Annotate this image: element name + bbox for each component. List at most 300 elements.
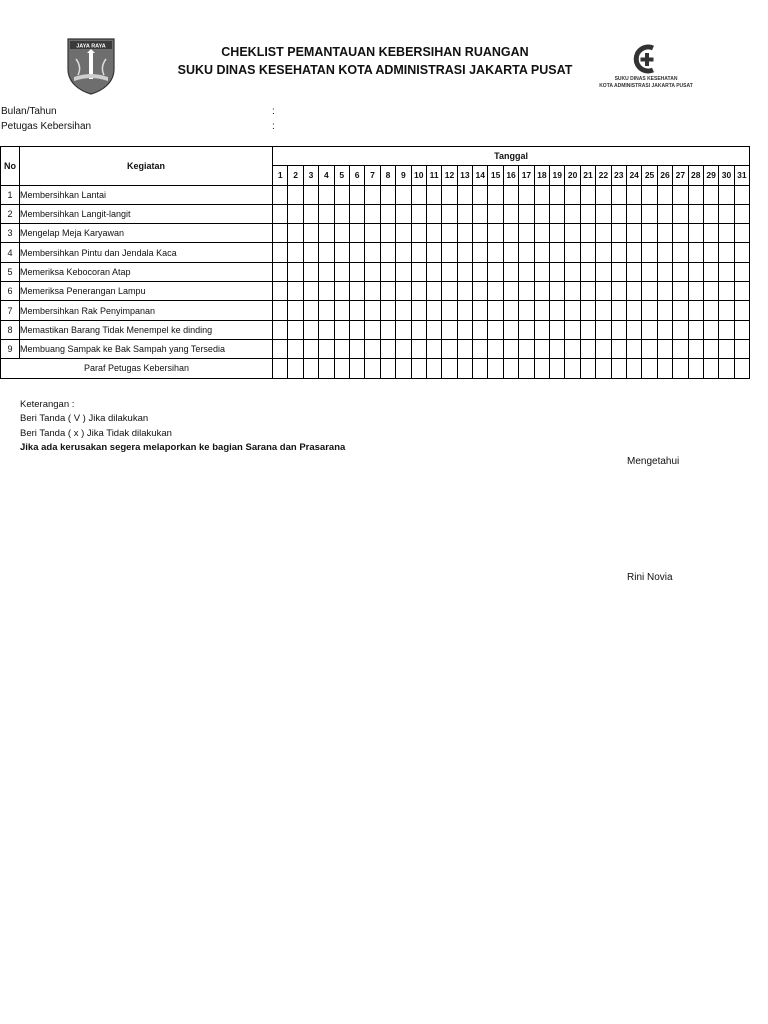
check-cell[interactable]	[319, 185, 334, 204]
check-cell[interactable]	[580, 262, 595, 281]
check-cell[interactable]	[273, 282, 288, 301]
check-cell[interactable]	[380, 243, 395, 262]
check-cell[interactable]	[442, 320, 457, 339]
check-cell[interactable]	[519, 204, 534, 223]
check-cell[interactable]	[380, 320, 395, 339]
check-cell[interactable]	[442, 339, 457, 358]
check-cell[interactable]	[457, 301, 472, 320]
check-cell[interactable]	[611, 224, 626, 243]
check-cell[interactable]	[596, 204, 611, 223]
check-cell[interactable]	[380, 282, 395, 301]
check-cell[interactable]	[626, 262, 641, 281]
check-cell[interactable]	[657, 224, 672, 243]
check-cell[interactable]	[565, 320, 580, 339]
check-cell[interactable]	[688, 301, 703, 320]
check-cell[interactable]	[442, 243, 457, 262]
signature-cell[interactable]	[642, 359, 657, 378]
check-cell[interactable]	[273, 301, 288, 320]
signature-cell[interactable]	[657, 359, 672, 378]
check-cell[interactable]	[426, 301, 441, 320]
check-cell[interactable]	[534, 185, 549, 204]
signature-cell[interactable]	[550, 359, 565, 378]
check-cell[interactable]	[396, 301, 411, 320]
check-cell[interactable]	[365, 262, 380, 281]
check-cell[interactable]	[457, 243, 472, 262]
check-cell[interactable]	[288, 243, 303, 262]
signature-cell[interactable]	[719, 359, 734, 378]
check-cell[interactable]	[319, 204, 334, 223]
check-cell[interactable]	[365, 224, 380, 243]
check-cell[interactable]	[503, 320, 518, 339]
check-cell[interactable]	[519, 339, 534, 358]
check-cell[interactable]	[657, 204, 672, 223]
check-cell[interactable]	[503, 243, 518, 262]
check-cell[interactable]	[396, 224, 411, 243]
check-cell[interactable]	[303, 204, 318, 223]
check-cell[interactable]	[411, 339, 426, 358]
check-cell[interactable]	[626, 301, 641, 320]
check-cell[interactable]	[426, 185, 441, 204]
check-cell[interactable]	[657, 243, 672, 262]
signature-cell[interactable]	[396, 359, 411, 378]
check-cell[interactable]	[457, 185, 472, 204]
check-cell[interactable]	[611, 204, 626, 223]
check-cell[interactable]	[380, 204, 395, 223]
check-cell[interactable]	[626, 204, 641, 223]
check-cell[interactable]	[703, 320, 718, 339]
signature-cell[interactable]	[596, 359, 611, 378]
check-cell[interactable]	[719, 185, 734, 204]
check-cell[interactable]	[473, 320, 488, 339]
check-cell[interactable]	[734, 339, 749, 358]
check-cell[interactable]	[534, 204, 549, 223]
check-cell[interactable]	[580, 204, 595, 223]
check-cell[interactable]	[349, 339, 364, 358]
check-cell[interactable]	[334, 185, 349, 204]
check-cell[interactable]	[473, 301, 488, 320]
check-cell[interactable]	[288, 282, 303, 301]
check-cell[interactable]	[334, 282, 349, 301]
signature-cell[interactable]	[488, 359, 503, 378]
check-cell[interactable]	[411, 204, 426, 223]
check-cell[interactable]	[411, 320, 426, 339]
signature-cell[interactable]	[349, 359, 364, 378]
check-cell[interactable]	[703, 185, 718, 204]
check-cell[interactable]	[550, 301, 565, 320]
check-cell[interactable]	[488, 301, 503, 320]
check-cell[interactable]	[319, 262, 334, 281]
check-cell[interactable]	[642, 224, 657, 243]
check-cell[interactable]	[657, 301, 672, 320]
check-cell[interactable]	[319, 224, 334, 243]
check-cell[interactable]	[703, 339, 718, 358]
check-cell[interactable]	[550, 224, 565, 243]
signature-cell[interactable]	[365, 359, 380, 378]
check-cell[interactable]	[688, 243, 703, 262]
signature-cell[interactable]	[442, 359, 457, 378]
check-cell[interactable]	[503, 282, 518, 301]
check-cell[interactable]	[580, 339, 595, 358]
check-cell[interactable]	[365, 243, 380, 262]
check-cell[interactable]	[534, 262, 549, 281]
check-cell[interactable]	[457, 204, 472, 223]
check-cell[interactable]	[288, 262, 303, 281]
check-cell[interactable]	[611, 243, 626, 262]
check-cell[interactable]	[673, 320, 688, 339]
check-cell[interactable]	[611, 320, 626, 339]
check-cell[interactable]	[673, 262, 688, 281]
signature-cell[interactable]	[503, 359, 518, 378]
check-cell[interactable]	[334, 204, 349, 223]
check-cell[interactable]	[288, 320, 303, 339]
signature-cell[interactable]	[519, 359, 534, 378]
check-cell[interactable]	[550, 320, 565, 339]
check-cell[interactable]	[719, 204, 734, 223]
check-cell[interactable]	[688, 204, 703, 223]
check-cell[interactable]	[703, 204, 718, 223]
check-cell[interactable]	[442, 301, 457, 320]
check-cell[interactable]	[565, 339, 580, 358]
check-cell[interactable]	[411, 301, 426, 320]
check-cell[interactable]	[626, 282, 641, 301]
signature-cell[interactable]	[288, 359, 303, 378]
check-cell[interactable]	[611, 301, 626, 320]
check-cell[interactable]	[273, 224, 288, 243]
check-cell[interactable]	[411, 282, 426, 301]
signature-cell[interactable]	[565, 359, 580, 378]
check-cell[interactable]	[565, 243, 580, 262]
check-cell[interactable]	[426, 243, 441, 262]
check-cell[interactable]	[380, 262, 395, 281]
signature-cell[interactable]	[426, 359, 441, 378]
check-cell[interactable]	[550, 185, 565, 204]
check-cell[interactable]	[380, 185, 395, 204]
check-cell[interactable]	[642, 282, 657, 301]
check-cell[interactable]	[703, 224, 718, 243]
check-cell[interactable]	[303, 185, 318, 204]
check-cell[interactable]	[442, 262, 457, 281]
check-cell[interactable]	[426, 204, 441, 223]
check-cell[interactable]	[703, 243, 718, 262]
check-cell[interactable]	[334, 320, 349, 339]
check-cell[interactable]	[519, 301, 534, 320]
check-cell[interactable]	[673, 185, 688, 204]
check-cell[interactable]	[519, 320, 534, 339]
check-cell[interactable]	[550, 243, 565, 262]
check-cell[interactable]	[596, 320, 611, 339]
check-cell[interactable]	[273, 320, 288, 339]
check-cell[interactable]	[703, 282, 718, 301]
check-cell[interactable]	[719, 243, 734, 262]
check-cell[interactable]	[396, 243, 411, 262]
check-cell[interactable]	[642, 243, 657, 262]
check-cell[interactable]	[688, 262, 703, 281]
check-cell[interactable]	[565, 224, 580, 243]
check-cell[interactable]	[365, 185, 380, 204]
check-cell[interactable]	[642, 262, 657, 281]
check-cell[interactable]	[550, 339, 565, 358]
check-cell[interactable]	[503, 185, 518, 204]
check-cell[interactable]	[534, 282, 549, 301]
check-cell[interactable]	[411, 185, 426, 204]
check-cell[interactable]	[488, 320, 503, 339]
check-cell[interactable]	[349, 243, 364, 262]
check-cell[interactable]	[503, 262, 518, 281]
check-cell[interactable]	[473, 339, 488, 358]
check-cell[interactable]	[273, 204, 288, 223]
check-cell[interactable]	[473, 224, 488, 243]
check-cell[interactable]	[396, 262, 411, 281]
check-cell[interactable]	[565, 282, 580, 301]
check-cell[interactable]	[519, 185, 534, 204]
check-cell[interactable]	[503, 339, 518, 358]
check-cell[interactable]	[580, 301, 595, 320]
check-cell[interactable]	[642, 320, 657, 339]
check-cell[interactable]	[596, 262, 611, 281]
check-cell[interactable]	[503, 204, 518, 223]
check-cell[interactable]	[334, 301, 349, 320]
check-cell[interactable]	[719, 224, 734, 243]
check-cell[interactable]	[565, 185, 580, 204]
check-cell[interactable]	[334, 224, 349, 243]
check-cell[interactable]	[657, 282, 672, 301]
check-cell[interactable]	[719, 282, 734, 301]
check-cell[interactable]	[365, 339, 380, 358]
check-cell[interactable]	[473, 262, 488, 281]
check-cell[interactable]	[626, 320, 641, 339]
check-cell[interactable]	[303, 243, 318, 262]
check-cell[interactable]	[303, 301, 318, 320]
check-cell[interactable]	[503, 224, 518, 243]
check-cell[interactable]	[319, 339, 334, 358]
check-cell[interactable]	[580, 185, 595, 204]
check-cell[interactable]	[596, 282, 611, 301]
check-cell[interactable]	[519, 262, 534, 281]
check-cell[interactable]	[411, 243, 426, 262]
check-cell[interactable]	[396, 185, 411, 204]
check-cell[interactable]	[426, 224, 441, 243]
check-cell[interactable]	[473, 204, 488, 223]
check-cell[interactable]	[396, 282, 411, 301]
signature-cell[interactable]	[626, 359, 641, 378]
check-cell[interactable]	[519, 282, 534, 301]
check-cell[interactable]	[673, 339, 688, 358]
check-cell[interactable]	[580, 243, 595, 262]
check-cell[interactable]	[565, 301, 580, 320]
check-cell[interactable]	[580, 320, 595, 339]
check-cell[interactable]	[396, 204, 411, 223]
check-cell[interactable]	[688, 185, 703, 204]
check-cell[interactable]	[519, 224, 534, 243]
check-cell[interactable]	[319, 320, 334, 339]
check-cell[interactable]	[488, 339, 503, 358]
check-cell[interactable]	[288, 339, 303, 358]
check-cell[interactable]	[596, 224, 611, 243]
check-cell[interactable]	[273, 185, 288, 204]
check-cell[interactable]	[488, 262, 503, 281]
check-cell[interactable]	[719, 301, 734, 320]
check-cell[interactable]	[565, 204, 580, 223]
check-cell[interactable]	[288, 185, 303, 204]
signature-cell[interactable]	[457, 359, 472, 378]
check-cell[interactable]	[303, 224, 318, 243]
check-cell[interactable]	[426, 282, 441, 301]
check-cell[interactable]	[611, 262, 626, 281]
check-cell[interactable]	[365, 282, 380, 301]
signature-cell[interactable]	[273, 359, 288, 378]
check-cell[interactable]	[457, 224, 472, 243]
check-cell[interactable]	[288, 301, 303, 320]
check-cell[interactable]	[442, 224, 457, 243]
check-cell[interactable]	[488, 185, 503, 204]
check-cell[interactable]	[642, 204, 657, 223]
check-cell[interactable]	[734, 243, 749, 262]
check-cell[interactable]	[688, 339, 703, 358]
signature-cell[interactable]	[580, 359, 595, 378]
check-cell[interactable]	[426, 320, 441, 339]
check-cell[interactable]	[273, 243, 288, 262]
check-cell[interactable]	[442, 204, 457, 223]
check-cell[interactable]	[303, 320, 318, 339]
check-cell[interactable]	[734, 185, 749, 204]
check-cell[interactable]	[642, 185, 657, 204]
check-cell[interactable]	[734, 224, 749, 243]
check-cell[interactable]	[380, 224, 395, 243]
check-cell[interactable]	[288, 204, 303, 223]
check-cell[interactable]	[565, 262, 580, 281]
signature-cell[interactable]	[411, 359, 426, 378]
check-cell[interactable]	[734, 204, 749, 223]
check-cell[interactable]	[411, 262, 426, 281]
check-cell[interactable]	[365, 301, 380, 320]
signature-cell[interactable]	[380, 359, 395, 378]
check-cell[interactable]	[473, 282, 488, 301]
check-cell[interactable]	[503, 301, 518, 320]
check-cell[interactable]	[596, 339, 611, 358]
check-cell[interactable]	[534, 320, 549, 339]
signature-cell[interactable]	[303, 359, 318, 378]
check-cell[interactable]	[473, 185, 488, 204]
check-cell[interactable]	[349, 262, 364, 281]
check-cell[interactable]	[703, 301, 718, 320]
check-cell[interactable]	[626, 243, 641, 262]
check-cell[interactable]	[580, 224, 595, 243]
check-cell[interactable]	[349, 185, 364, 204]
check-cell[interactable]	[349, 282, 364, 301]
check-cell[interactable]	[349, 204, 364, 223]
check-cell[interactable]	[411, 224, 426, 243]
check-cell[interactable]	[457, 320, 472, 339]
check-cell[interactable]	[719, 320, 734, 339]
check-cell[interactable]	[673, 301, 688, 320]
check-cell[interactable]	[442, 282, 457, 301]
check-cell[interactable]	[288, 224, 303, 243]
check-cell[interactable]	[319, 243, 334, 262]
check-cell[interactable]	[626, 339, 641, 358]
check-cell[interactable]	[534, 224, 549, 243]
signature-cell[interactable]	[673, 359, 688, 378]
signature-cell[interactable]	[334, 359, 349, 378]
check-cell[interactable]	[457, 262, 472, 281]
check-cell[interactable]	[534, 339, 549, 358]
signature-cell[interactable]	[534, 359, 549, 378]
check-cell[interactable]	[642, 339, 657, 358]
signature-cell[interactable]	[473, 359, 488, 378]
check-cell[interactable]	[611, 282, 626, 301]
check-cell[interactable]	[596, 243, 611, 262]
signature-cell[interactable]	[611, 359, 626, 378]
check-cell[interactable]	[303, 262, 318, 281]
check-cell[interactable]	[319, 301, 334, 320]
check-cell[interactable]	[734, 282, 749, 301]
check-cell[interactable]	[426, 339, 441, 358]
check-cell[interactable]	[734, 301, 749, 320]
check-cell[interactable]	[303, 339, 318, 358]
check-cell[interactable]	[626, 224, 641, 243]
signature-cell[interactable]	[688, 359, 703, 378]
check-cell[interactable]	[396, 320, 411, 339]
check-cell[interactable]	[457, 339, 472, 358]
check-cell[interactable]	[334, 262, 349, 281]
check-cell[interactable]	[550, 204, 565, 223]
check-cell[interactable]	[396, 339, 411, 358]
signature-cell[interactable]	[319, 359, 334, 378]
check-cell[interactable]	[488, 204, 503, 223]
check-cell[interactable]	[657, 320, 672, 339]
check-cell[interactable]	[488, 224, 503, 243]
check-cell[interactable]	[657, 339, 672, 358]
check-cell[interactable]	[426, 262, 441, 281]
check-cell[interactable]	[334, 339, 349, 358]
check-cell[interactable]	[380, 339, 395, 358]
check-cell[interactable]	[596, 301, 611, 320]
check-cell[interactable]	[534, 243, 549, 262]
check-cell[interactable]	[688, 224, 703, 243]
check-cell[interactable]	[734, 262, 749, 281]
check-cell[interactable]	[657, 185, 672, 204]
check-cell[interactable]	[719, 262, 734, 281]
check-cell[interactable]	[457, 282, 472, 301]
check-cell[interactable]	[349, 224, 364, 243]
check-cell[interactable]	[349, 301, 364, 320]
check-cell[interactable]	[442, 185, 457, 204]
check-cell[interactable]	[550, 262, 565, 281]
check-cell[interactable]	[334, 243, 349, 262]
check-cell[interactable]	[349, 320, 364, 339]
check-cell[interactable]	[473, 243, 488, 262]
check-cell[interactable]	[365, 204, 380, 223]
signature-cell[interactable]	[703, 359, 718, 378]
check-cell[interactable]	[550, 282, 565, 301]
check-cell[interactable]	[642, 301, 657, 320]
check-cell[interactable]	[611, 339, 626, 358]
check-cell[interactable]	[673, 224, 688, 243]
check-cell[interactable]	[380, 301, 395, 320]
check-cell[interactable]	[719, 339, 734, 358]
check-cell[interactable]	[673, 282, 688, 301]
signature-cell[interactable]	[734, 359, 749, 378]
check-cell[interactable]	[488, 282, 503, 301]
check-cell[interactable]	[365, 320, 380, 339]
check-cell[interactable]	[688, 282, 703, 301]
check-cell[interactable]	[703, 262, 718, 281]
check-cell[interactable]	[519, 243, 534, 262]
check-cell[interactable]	[673, 204, 688, 223]
check-cell[interactable]	[273, 339, 288, 358]
check-cell[interactable]	[673, 243, 688, 262]
check-cell[interactable]	[273, 262, 288, 281]
check-cell[interactable]	[688, 320, 703, 339]
